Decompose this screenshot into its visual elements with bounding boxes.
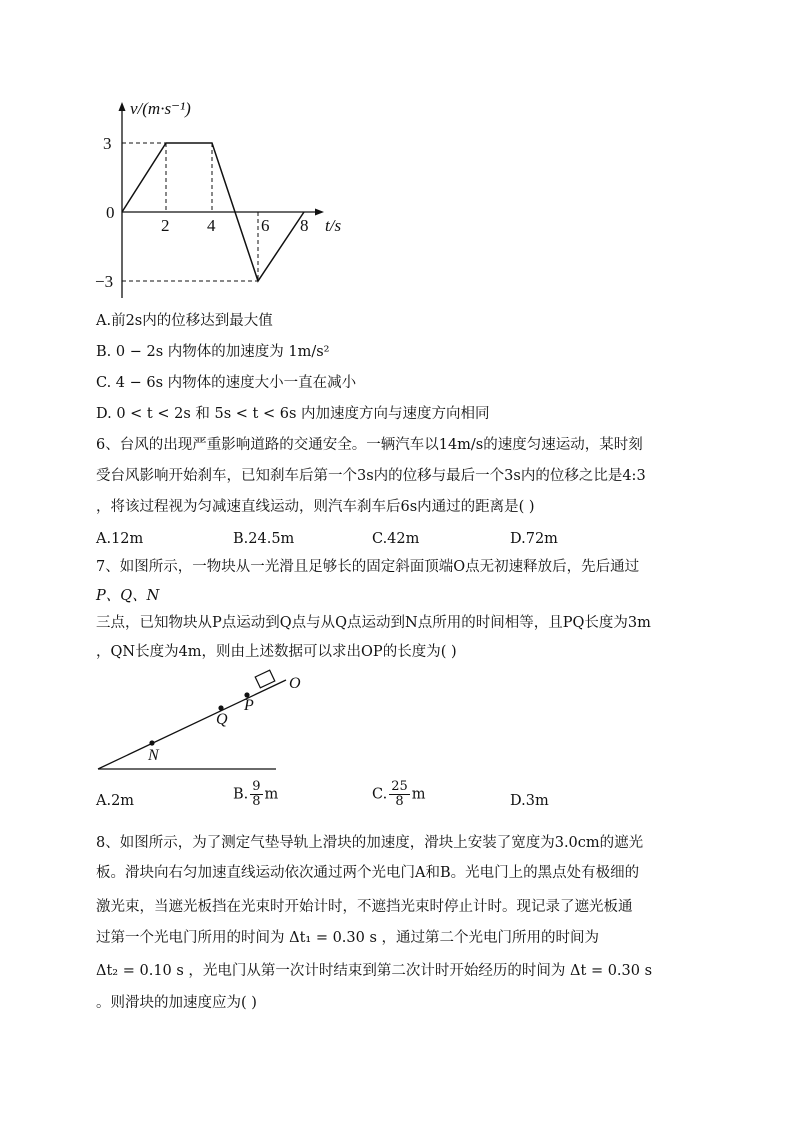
q6-line-3: ，将该过程视为匀减速直线运动，则汽车刹车后6s内通过的距离是( ): [96, 499, 535, 515]
x-tick-2: 2: [161, 216, 170, 235]
q6-option-d: D.72m: [510, 531, 558, 547]
v-axis-arrow: [119, 102, 126, 111]
q7-line-3: 三点，已知物块从P点运动到Q点与从Q点运动到N点所用的时间相等，且PQ长度为3m: [96, 615, 651, 631]
sliding-block: [255, 670, 275, 688]
q7-option-b-prefix: B.: [233, 786, 249, 803]
y-tick-neg3: −3: [95, 272, 114, 291]
q7-option-b-num: 9: [252, 779, 261, 794]
q7-option-c: [372, 780, 425, 809]
q7-option-c-unit: m: [411, 786, 426, 803]
q7-option-c-fraction: [389, 780, 410, 809]
q8-line-4: 过第一个光电门所用的时间为 Δt₁ = 0.30 s ，通过第二个光电门所用的时间为: [96, 930, 600, 946]
y-tick-3: 3: [103, 134, 112, 153]
t-axis-arrow: [315, 209, 324, 216]
point-q: [218, 705, 223, 710]
q6-option-b: B.24.5m: [233, 531, 295, 547]
q6-line-1: 6、台风的出现严重影响道路的交通安全。一辆汽车以14m/s的速度匀速运动，某时刻: [96, 437, 643, 453]
q8-line-3: 激光束，当遮光板挡在光束时开始计时，不遮挡光束时停止计时。现记录了遮光板通: [96, 899, 633, 915]
q5-option-c: C. 4 − 6s 内物体的速度大小一直在减小: [96, 375, 357, 391]
x-axis-label: t/s: [325, 216, 342, 235]
incline-figure: [0, 660, 794, 790]
y-axis-label: v/(m·s⁻¹): [130, 99, 191, 118]
q8-line-1: 8、如图所示，为了测定气垫导轨上滑块的加速度，滑块上安装了宽度为3.0cm的遮光: [96, 835, 644, 851]
q7-option-c-prefix: C.: [372, 786, 388, 803]
label-p: P: [244, 697, 254, 714]
q7-option-b-den: 8: [252, 794, 261, 809]
label-n: N: [148, 747, 159, 764]
q7-line-2: P、Q、N: [96, 588, 160, 604]
x-tick-6: 6: [261, 216, 270, 235]
q5-option-a: A.前2s内的位移达到最大值: [96, 313, 273, 329]
q7-option-d: D.3m: [510, 793, 549, 809]
q7-option-c-den: 8: [395, 794, 404, 809]
velocity-time-graph: [0, 0, 794, 300]
q7-option-a: A.2m: [96, 793, 135, 809]
label-q: Q: [216, 711, 228, 728]
label-o: O: [289, 675, 301, 692]
q8-line-6: 。则滑块的加速度应为( ): [96, 995, 257, 1011]
q5-option-b: B. 0 − 2s 内物体的加速度为 1m/s²: [96, 344, 330, 360]
incline-surface: [98, 680, 286, 769]
q5-option-d: D. 0 < t < 2s 和 5s < t < 6s 内加速度方向与速度方向相同: [96, 406, 490, 422]
q8-line-2: 板。滑块向右匀加速直线运动依次通过两个光电门A和B。光电门上的黑点处有极细的: [96, 865, 640, 881]
x-tick-8: 8: [300, 216, 309, 235]
q7-option-b-fraction: [250, 780, 262, 809]
q7-option-b: [233, 780, 278, 809]
q7-line-1: 7、如图所示，一物块从一光滑且足够长的固定斜面顶端O点无初速释放后，先后通过: [96, 559, 640, 575]
q7-option-b-unit: m: [264, 786, 279, 803]
q8-line-5: Δt₂ = 0.10 s ，光电门从第一次计时结束到第二次计时开始经历的时间为 Δt = 0.30 s: [96, 963, 653, 979]
q7-line-4: ，QN长度为4m，则由上述数据可以求出OP的长度为( ): [96, 644, 457, 660]
q6-option-c: C.42m: [372, 531, 420, 547]
q6-option-a: A.12m: [96, 531, 144, 547]
x-tick-4: 4: [207, 216, 216, 235]
q6-line-2: 受台风影响开始刹车，已知刹车后第一个3s内的位移与最后一个3s内的位移之比是4:3: [96, 468, 646, 484]
q7-option-c-num: 25: [391, 779, 408, 794]
y-tick-0: 0: [106, 203, 115, 222]
point-n: [149, 740, 154, 745]
